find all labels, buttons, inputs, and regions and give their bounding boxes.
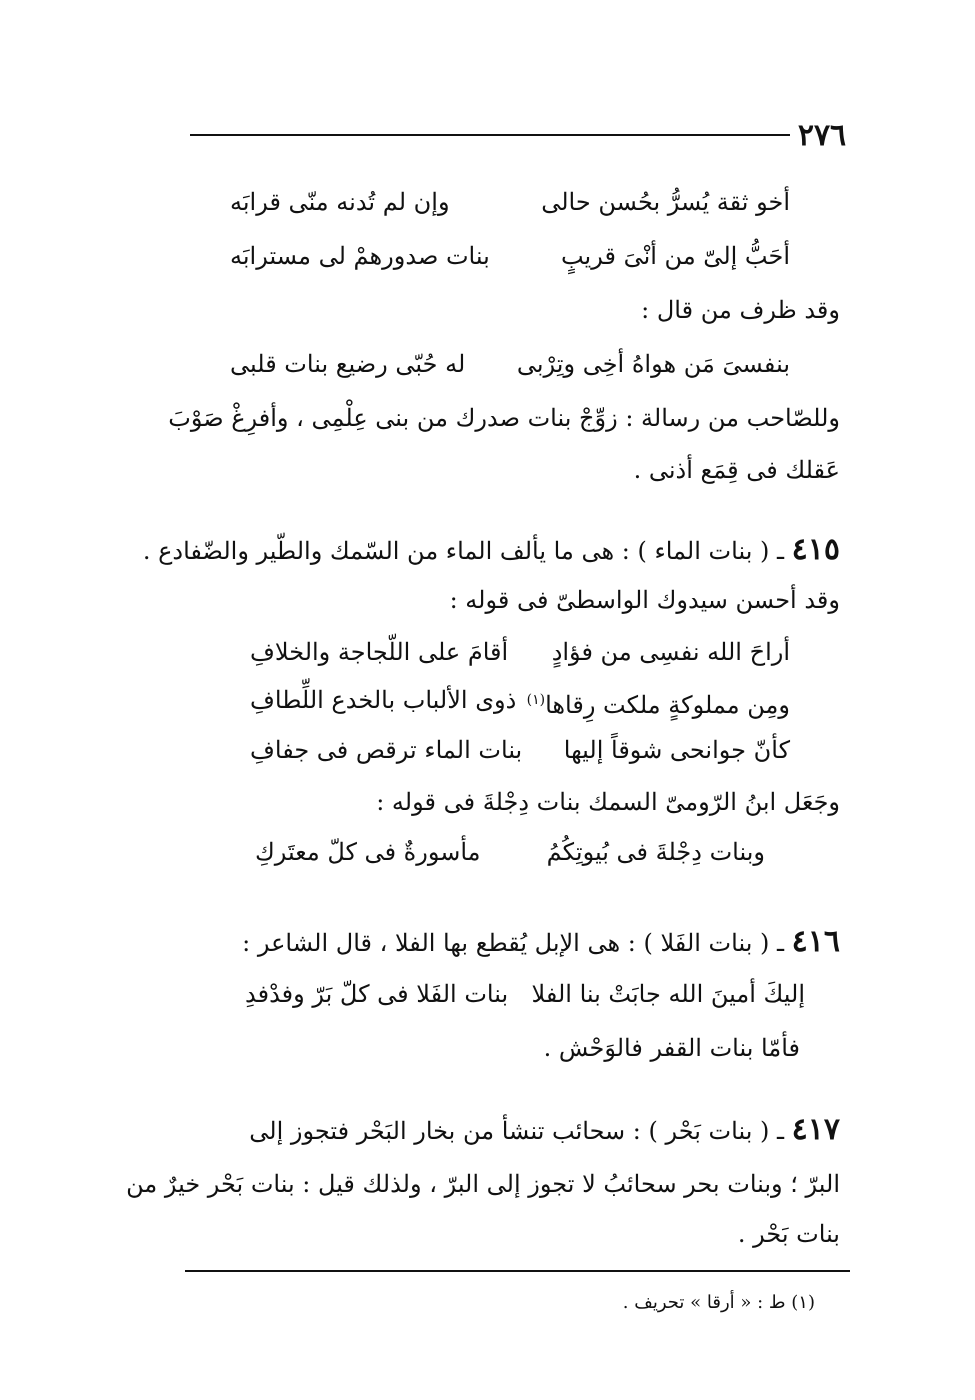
verse-line <box>250 680 790 720</box>
verse-line <box>230 182 790 222</box>
entry-417-heading <box>185 1110 840 1151</box>
verse-first-hemistich: ومِن مملوكةٍ ملكت رِقاها$^{(١)}$ <box>526 691 790 719</box>
prose-line: فأمّا بنات القفر فالوَحْش . <box>543 1034 800 1062</box>
footnote-rule <box>185 1270 850 1272</box>
entry-number: ٤١٦ <box>791 924 840 959</box>
verse-second-hemistich: بنات الفَلا فى كلّ بَرّ وفدْفدِ <box>245 980 509 1008</box>
verse-first-hemistich: أراحَ الله نفسِى من فؤادٍ <box>551 638 790 666</box>
verse-first-hemistich: أحَبُّ إلىّ من أنْىَ قريبٍ <box>560 242 790 270</box>
verse-line <box>255 832 765 872</box>
footnote-reference: (١) <box>526 692 546 708</box>
verse-second-hemistich: بنات صدورهمْ لى مسترابَه <box>230 242 490 270</box>
entry-416-heading <box>185 922 840 963</box>
entry-text: ـ ( بنات الفَلا ) : هى الإبل يُقطع بها الفلا ، قال الشاعر : <box>242 929 792 957</box>
header-rule <box>190 134 790 136</box>
intro-line: وقد ظرف من قال : <box>641 296 840 324</box>
verse-second-hemistich: أقامَ على اللّجاجة والخلافِ <box>250 638 509 666</box>
verse-first-hemistich: وبنات دِجْلةَ فى بُيوتِكُمُ <box>546 838 765 866</box>
intro-line: وجَعَل ابنُ الرّومىّ السمك بنات دِجْلةَ فى قوله : <box>376 788 840 816</box>
verse-second-hemistich: له حُبّى رضيع بنات قلبى <box>230 350 466 378</box>
entry-number: ٤١٧ <box>791 1112 840 1147</box>
entry-text: ـ ( بنات الماء ) : هى ما يألف الماء من السّمك والطّير والضّفادع . <box>142 537 792 565</box>
prose-line: عَقلك فى قِمَع أذنى . <box>633 456 840 484</box>
verse-second-hemistich: بنات الماء ترقص فى جفافِ <box>250 736 523 764</box>
entry-number: ٤١٥ <box>791 532 840 567</box>
verse-line <box>245 974 805 1014</box>
verse-first-hemistich: إليكَ أمينَ الله جابَتْ بنا الفلا <box>531 980 805 1008</box>
verse-line <box>250 632 790 672</box>
intro-line: وقد أحسن سيدوك الواسطىّ فى قوله : <box>449 586 840 614</box>
verse-second-hemistich: وإن لم تُدنه منّى قرابَه <box>230 188 450 216</box>
verse-first-hemistich: أخو ثقة يُسرُّ بحُسن حالى <box>541 188 790 216</box>
verse-first-hemistich: بنفسىَ مَن هواهُ أخِى وتِرْبى <box>516 350 790 378</box>
verse-line <box>250 730 790 770</box>
prose-line: بنات بَحْر . <box>737 1220 840 1248</box>
verse-line <box>230 236 790 276</box>
entry-415-heading <box>142 530 840 571</box>
prose-line: وللصّاحب من رسالة : زوِّجْ بنات صدرك من بنى عِلْمِى ، وأفرِغْ صَوْبَ <box>168 404 840 432</box>
page-number: ٢٧٦ <box>797 118 847 153</box>
verse-second-hemistich: مأسورةٌ فى كلّ معتَركِ <box>255 838 481 866</box>
verse-line <box>230 344 790 384</box>
prose-line: البرّ ؛ وبنات بحر سحائبُ لا تجوز إلى البرّ ، ولذلك قيل : بنات بَحْر خيرٌ من <box>126 1170 840 1198</box>
entry-text: ـ ( بنات بَحْر ) : سحائب تنشأ من بخار البَحْر فتجوز إلى <box>249 1117 792 1145</box>
verse-second-hemistich: ذوى الألباب بالخدع اللِّطافِ <box>250 686 517 714</box>
footnote: (١) ط : « أرقا » تحريف . <box>622 1292 815 1313</box>
verse-first-hemistich: كأنّ جوانحى شوقاً إليها <box>563 736 790 764</box>
